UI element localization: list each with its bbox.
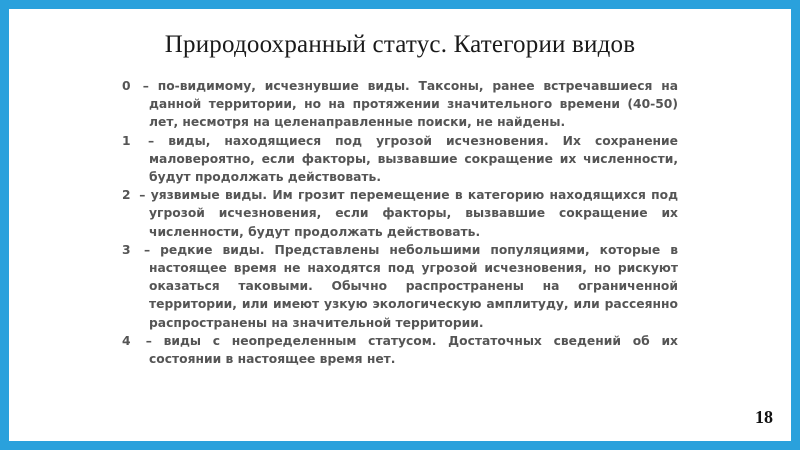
- slide-title: Природоохранный статус. Категории видов: [164, 31, 636, 58]
- category-code: 4: [122, 333, 131, 348]
- category-description: – редкие виды. Представлены небольшими популяциями, которые в настоящее время не находятся под угрозой исчезновения, но рискуют оказаться таковыми. Обычно распространены на ограниченной территории, или имеют узкую экологическую амплитуду, или рассеянно распространены на значительной территории.: [143, 242, 679, 330]
- category-description: – уязвимые виды. Им грозит перемещение в категорию находящихся под угрозой исчезновения, если факторы, вызвавшие сокращение их численности, будут продолжать действовать.: [139, 188, 678, 239]
- category-item-3: [122, 241, 678, 332]
- slide: [9, 9, 791, 441]
- category-code: 1: [122, 133, 131, 148]
- category-item-0: [122, 77, 678, 132]
- category-description: – виды, находящиеся под угрозой исчезновения. Их сохранение маловероятно, если факторы, вызвавшие сокращение их численности, будут продолжать действовать.: [148, 133, 678, 185]
- category-description: – по-видимому, исчезнувшие виды. Таксоны, ранее встречавшиеся на данной территории, но на протяжении значительного времени (40-50) лет, несмотря на целенаправленные поиски, не найдены.: [142, 79, 678, 130]
- category-item-4: [122, 332, 678, 368]
- category-code: 0: [122, 79, 131, 93]
- category-item-2: [122, 186, 678, 241]
- category-description: – виды с неопределенным статусом. Достаточных сведений об их состоянии в настоящее время нет.: [145, 333, 678, 367]
- category-item-1: [122, 132, 678, 187]
- category-code: 3: [122, 242, 131, 257]
- category-code: 2: [122, 188, 131, 203]
- page-number: 18: [755, 407, 773, 427]
- category-list: [122, 77, 678, 368]
